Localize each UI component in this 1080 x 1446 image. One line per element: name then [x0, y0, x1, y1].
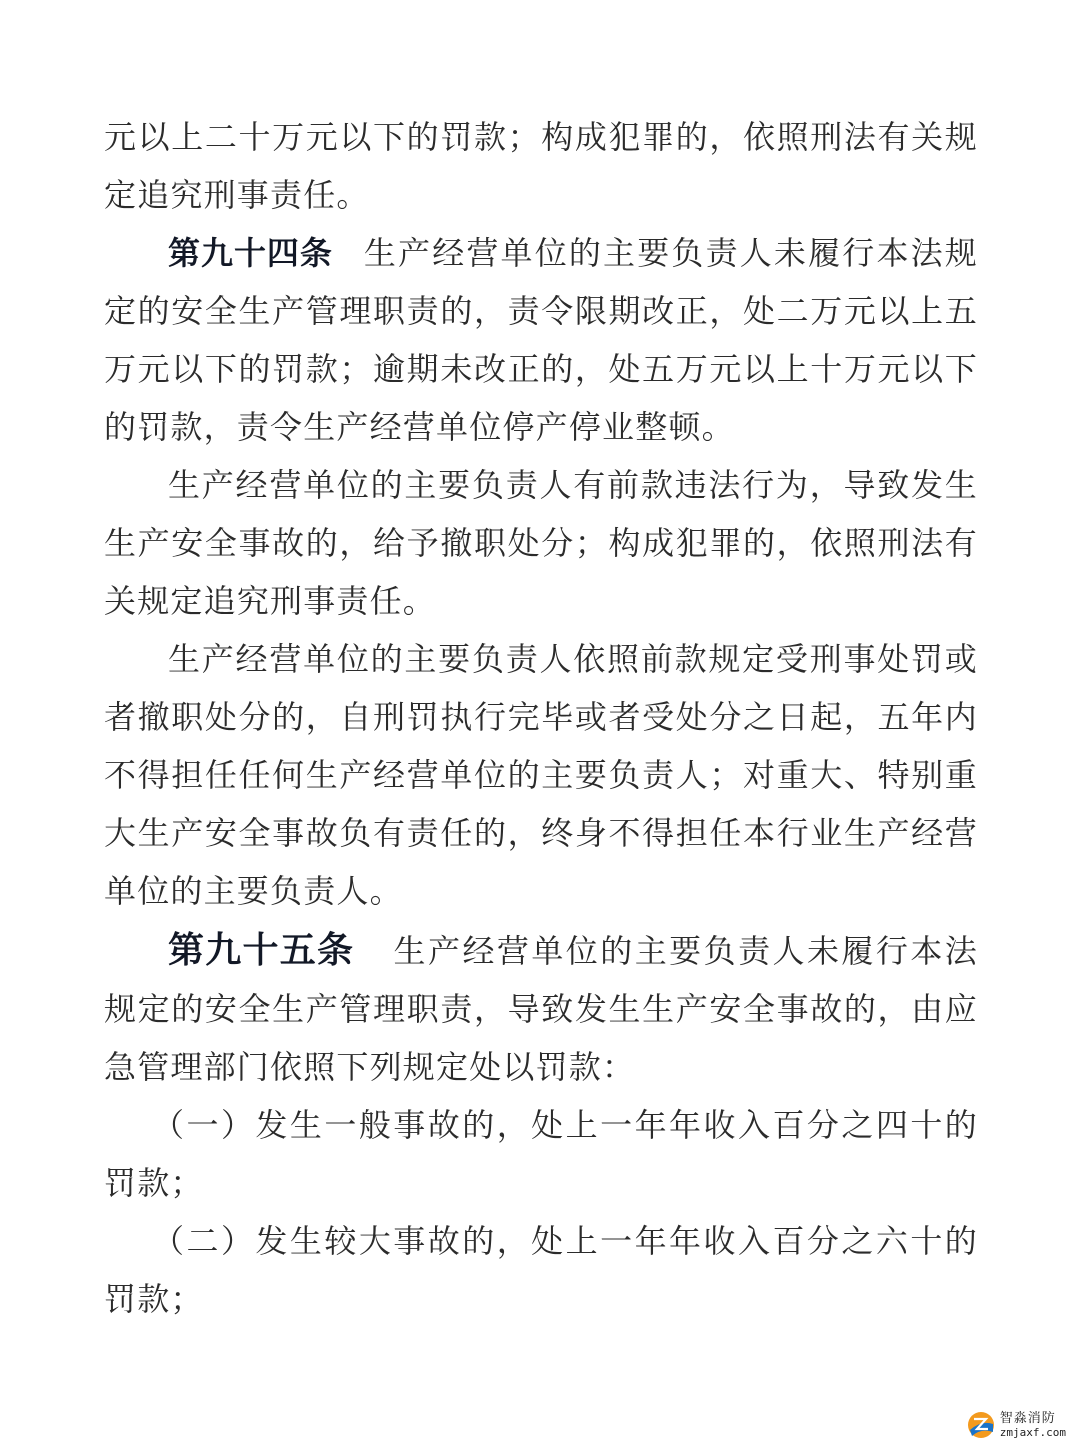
list-item	[104, 1096, 978, 1212]
paragraph-text: 生产经营单位的主要负责人未履行本法规定的安全生产管理职责的，责令限期改正，处二万元以上五万元以下的罚款；逾期未改正的，处五万元以上十万元以下的罚款，责令生产经营单位停产停业整顿。	[104, 234, 978, 446]
article-95	[104, 922, 978, 1096]
article-heading: 第九十四条	[168, 234, 333, 272]
watermark-url: zmjaxf.com	[999, 1426, 1066, 1439]
paragraph-text: 元以上二十万元以下的罚款；构成犯罪的，依照刑法有关规定追究刑事责任。	[104, 118, 978, 214]
list-item	[104, 1212, 978, 1328]
list-item-text: （一）发生一般事故的，处上一年年收入百分之四十的罚款；	[104, 1106, 978, 1202]
brand-logo-icon	[966, 1410, 996, 1440]
article-heading: 第九十五条	[168, 930, 355, 971]
paragraph-text: 生产经营单位的主要负责人依照前款规定受刑事处罚或者撤职处分的，自刑罚执行完毕或者受处分之日起，五年内不得担任任何生产经营单位的主要负责人；对重大、特别重大生产安全事故负有责任的，终身不得担任本行业生产经营单位的主要负责人。	[104, 640, 978, 910]
paragraph-text: 生产经营单位的主要负责人有前款违法行为，导致发生生产安全事故的，给予撤职处分；构成犯罪的，依照刑法有关规定追究刑事责任。	[104, 466, 978, 620]
watermark	[966, 1410, 1066, 1440]
document-page	[104, 108, 978, 1328]
paragraph-body	[104, 456, 978, 630]
paragraph-body	[104, 630, 978, 920]
list-item-text: （二）发生较大事故的，处上一年年收入百分之六十的罚款；	[104, 1222, 978, 1318]
paragraph-continuation	[104, 108, 978, 224]
article-94	[104, 224, 978, 456]
paragraph-text: 生产经营单位的主要负责人未履行本法规定的安全生产管理职责，导致发生生产安全事故的，由应急管理部门依照下列规定处以罚款：	[104, 932, 978, 1086]
watermark-name: 智淼消防	[999, 1411, 1056, 1426]
